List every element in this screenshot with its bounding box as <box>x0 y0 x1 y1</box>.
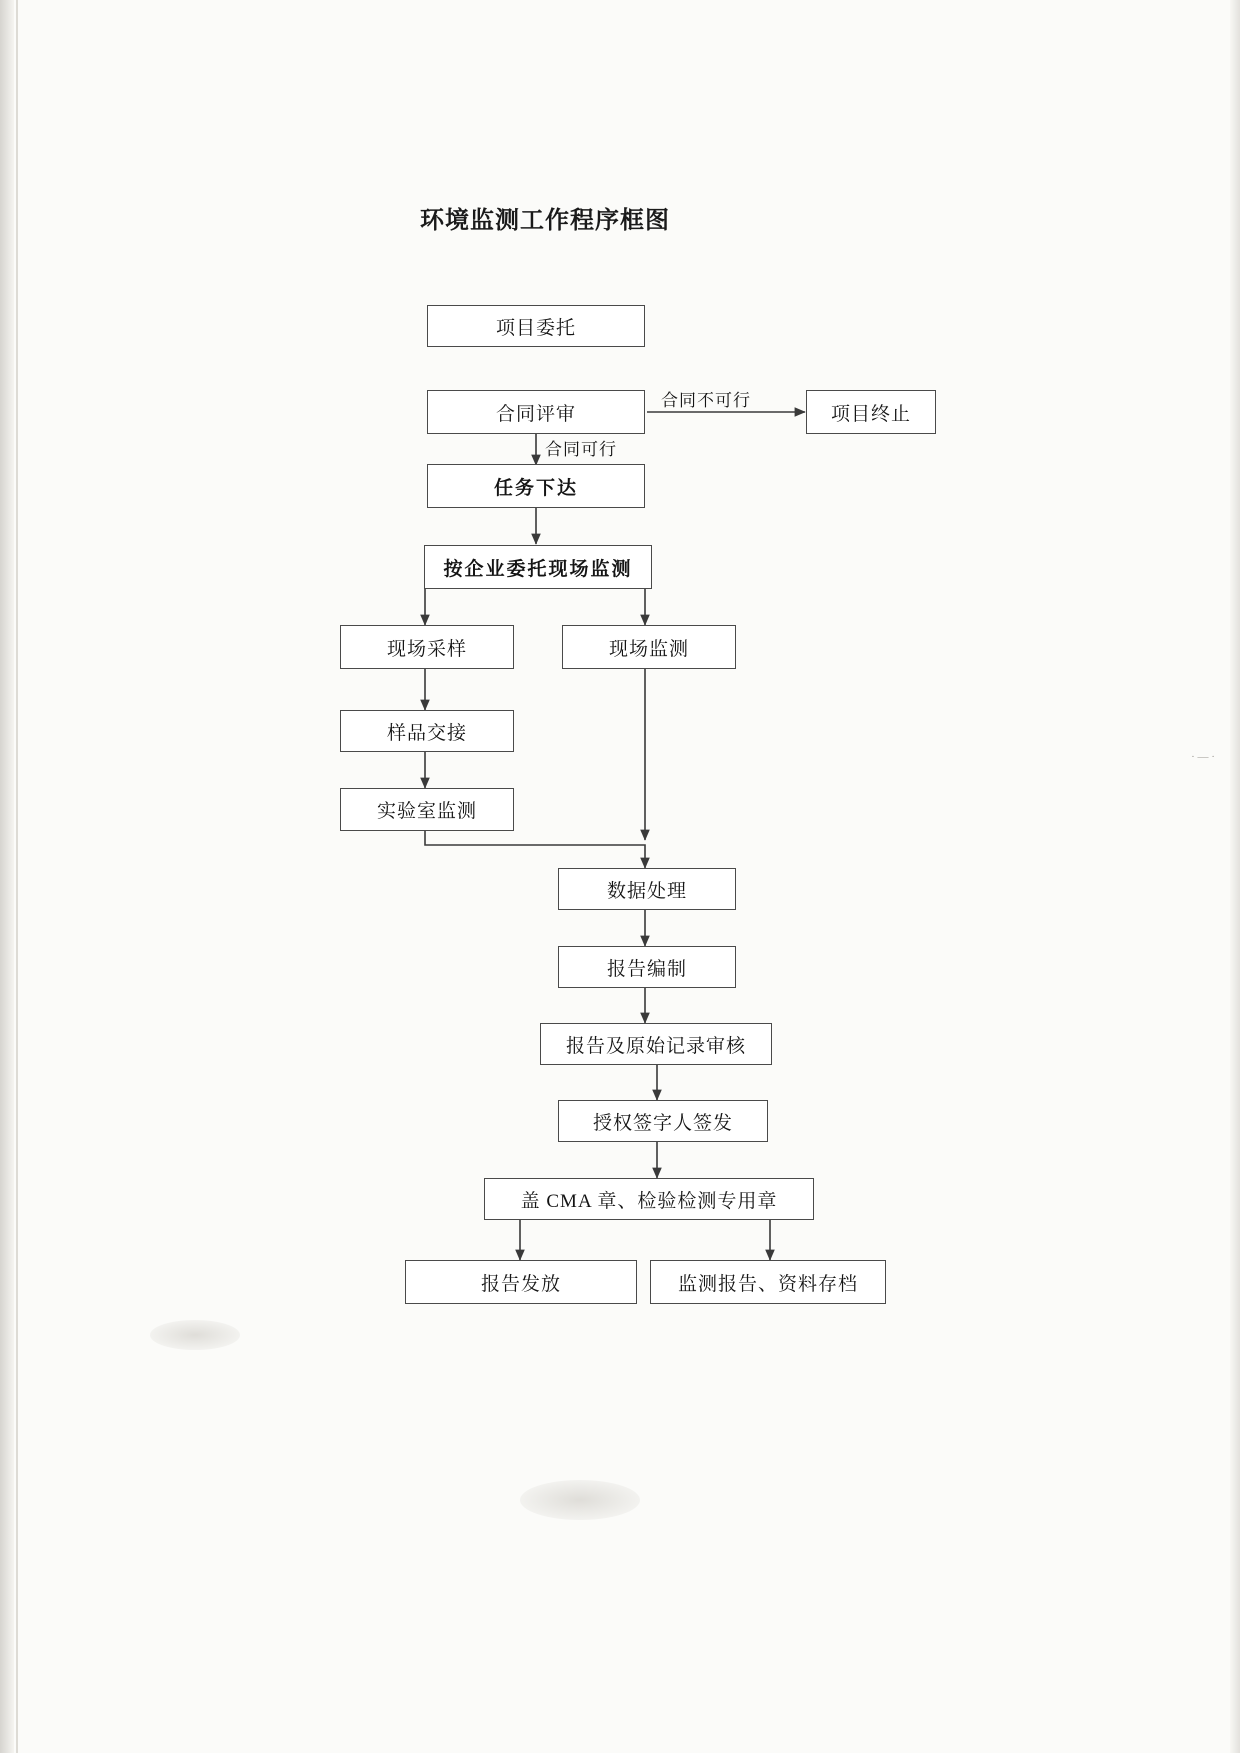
flow-node-report-archive[interactable] <box>650 1260 886 1304</box>
flow-node-label: 现场采样 <box>386 638 467 660</box>
flow-node-sample-handover[interactable] <box>340 710 514 752</box>
flow-node-label: 监测报告、资料存档 <box>677 1273 858 1295</box>
flow-node-label: 任务下达 <box>493 477 578 499</box>
edge-label-contract-feasible: 合同可行 <box>545 440 617 459</box>
edge-label-contract-not-feasible: 合同不可行 <box>661 391 751 410</box>
flow-node-project-entrust[interactable] <box>427 305 645 347</box>
flow-node-label: 合同评审 <box>495 403 576 425</box>
flow-node-authorized-signatory[interactable] <box>558 1100 768 1142</box>
page-right-edge <box>1230 0 1240 1753</box>
flow-node-onsite-monitoring[interactable] <box>562 625 736 669</box>
flow-node-report-delivery[interactable] <box>405 1260 637 1304</box>
flow-node-label: 授权签字人签发 <box>592 1112 733 1134</box>
paper-smudge-2 <box>150 1320 240 1350</box>
flow-node-label: 样品交接 <box>386 722 467 744</box>
flow-node-label: 项目委托 <box>495 317 576 339</box>
flow-node-label: 项目终止 <box>830 403 911 425</box>
flow-node-label: 报告编制 <box>606 958 687 980</box>
flow-node-label: 实验室监测 <box>376 801 477 822</box>
flow-node-label: 报告及原始记录审核 <box>565 1035 746 1057</box>
flow-node-project-terminate[interactable] <box>806 390 936 434</box>
flow-node-report-record-review[interactable] <box>540 1023 772 1065</box>
flow-node-label: 按企业委托现场监测 <box>443 558 633 580</box>
flow-node-label: 数据处理 <box>606 880 687 902</box>
flow-node-contract-review[interactable] <box>427 390 645 434</box>
flow-node-onsite-monitor-by-request[interactable] <box>424 545 652 589</box>
page-fold-line <box>16 0 18 1753</box>
flow-node-task-assign[interactable] <box>427 464 645 508</box>
flow-node-onsite-sampling[interactable] <box>340 625 514 669</box>
page-title: 环境监测工作程序框图 <box>420 207 670 234</box>
flow-node-data-processing[interactable] <box>558 868 736 910</box>
margin-annotation: · — · <box>1191 751 1215 763</box>
flow-node-lab-monitoring[interactable] <box>340 788 514 831</box>
flow-node-label: 报告发放 <box>480 1273 561 1295</box>
flow-node-report-compilation[interactable] <box>558 946 736 988</box>
page-left-edge <box>0 0 14 1753</box>
flow-node-label: 盖 CMA 章、检验检测专用章 <box>520 1190 778 1212</box>
paper-smudge <box>520 1480 640 1520</box>
flow-node-stamp-cma[interactable] <box>484 1178 814 1220</box>
flow-node-label: 现场监测 <box>608 638 689 660</box>
